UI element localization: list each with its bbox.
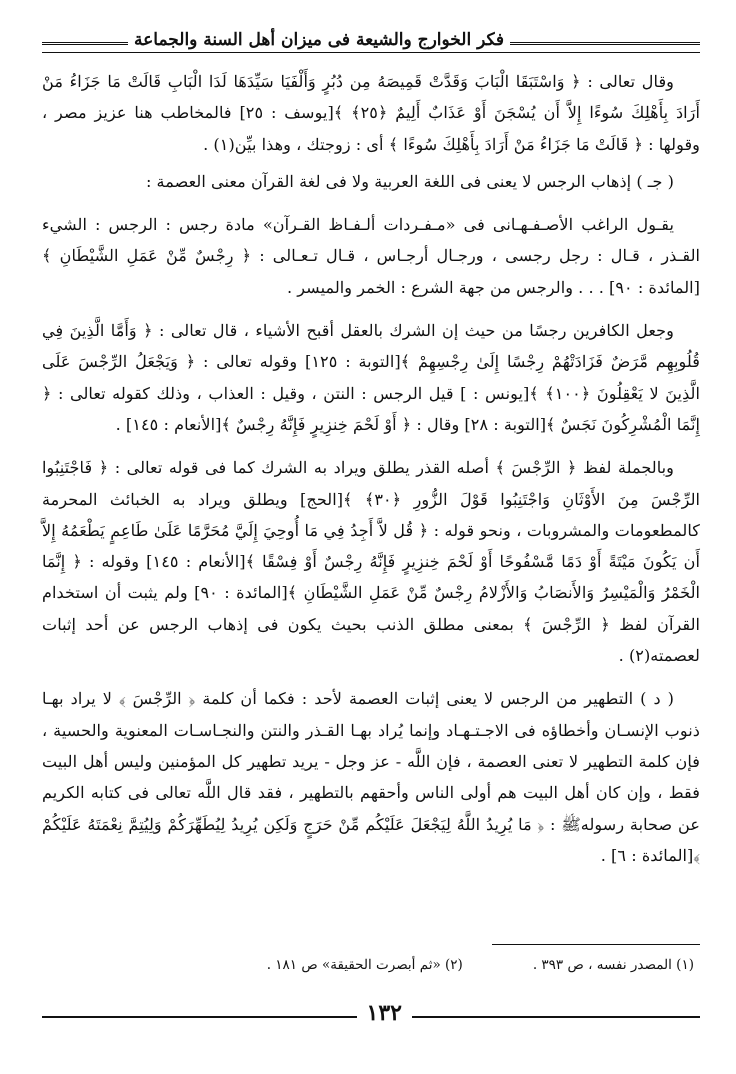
running-header <box>42 28 700 58</box>
header-thin-rule <box>42 52 700 53</box>
footnotes <box>36 957 694 973</box>
paragraph-kafirin: وجعل الكافرين رجسًا من حيث إن الشرك بالعقل أقبح الأشياء ، قال تعالى : ﴿ وَأَمَّا الَّذِينَ فِي قُلُوبِهِم مَّرَضٌ فَزَادَتْهُمْ رِجْسًا إِلَىٰ رِجْسِهِمْ ﴾[التوبة : ١٢٥] وقوله تعالى : ﴿ وَيَجْعَلُ الرِّجْسَ عَلَى الَّذِينَ لا يَعْقِلُونَ ﴿١٠٠﴾ ﴾[يونس : ] قيل الرجس : النتن ، وقيل : العذاب ، وذلك كقوله تعالى : ﴿ إِنَّمَا الْمُشْرِكُونَ نَجَسٌ ﴾[التوبة : ٢٨] وقال : ﴿ أَوْ لَحْمَ خِنزِيرٍ فَإِنَّهُ رِجْسٌ ﴾[الأنعام : ١٤٥] . <box>42 321 701 434</box>
section-dal-tathir: ( د ) التطهير من الرجس لا يعنى إثبات العصمة لأحد : فكما أن كلمة ﴿ الرِّجْسَ ﴾ لا يراد بهـا ذنوب الإنسـان وأخطاؤه فى الاجـتـهـاد وإنما يُراد بهـا القـذر والنتن والنجـاسـات المعنوية والحسية ، فإن كلمة التطهير لا تعنى العصمة ، فإن اللَّه - عز وجل - يريد تطهير كل المؤمنين وليس أهل البيت فقط ، وإن كان أهل البيت هم أولى الناس وأحقهم بالتطهير ، فقد قال اللَّه تعالى فى كتابه الكريم عن صحابة رسولهﷺ : ﴿ مَا يُرِيدُ اللَّهُ لِيَجْعَلَ عَلَيْكُم مِّنْ حَرَجٍ وَلَكِن يُرِيدُ لِيُطَهِّرَكُمْ وَلِيُتِمَّ نِعْمَتَهُ عَلَيْكُمْ ﴾[المائدة : ٦] . <box>42 689 700 865</box>
footnote-2: (٢) «ثم أبصرت الحقيقة» ص ١٨١ . <box>266 957 463 973</box>
paragraph-yusuf-verse: وقال تعالى : ﴿ وَاسْتَبَقَا الْبَابَ وَقَدَّتْ قَمِيصَهُ مِن دُبُرٍ وَأَلْفَيَا سَيِّدَهَا لَدَا الْبَابِ قَالَتْ مَا جَزَاءُ مَنْ أَرَادَ بِأَهْلِكَ سُوءًا إِلاَّ أَن يُسْجَنَ أَوْ عَذَابٌ أَلِيمٌ ﴿٢٥﴾ ﴾[يوسف : ٢٥] فالمخاطب هنا عزيز مصر ، وقولها : ﴿ قَالَتْ مَا جَزَاءُ مَنْ أَرَادَ بِأَهْلِكَ سُوءًا ﴾ أى : زوجتك ، وهذا بيِّن(١) . <box>42 72 700 154</box>
paragraph-raghib: يقـول الراغب الأصـفـهـانى فى «مـفـردات ألـفـاظ القـرآن» مادة رجس : الرجس : الشيء القـذر ، قـال : رجل رجسى ، ورجـال أرجـاس ، قـال تـعـالى : ﴿ رِجْسٌ مِّنْ عَمَلِ الشَّيْطَانِ ﴾ [المائدة : ٩٠] . . . والرجس من جهة الشرع : الخمر والميسر . <box>42 215 700 297</box>
body-text <box>42 66 700 871</box>
page <box>42 28 700 877</box>
section-heading-jim: ( جـ ) إذهاب الرجس لا يعنى فى اللغة العربية ولا فى لغة القرآن معنى العصمة : <box>145 171 674 191</box>
paragraph-bil-jumla: وبالجملة لفظ ﴿ الرِّجْسَ ﴾ أصله القذر يطلق ويراد به الشرك كما فى قوله تعالى : ﴿ فَاجْتَنِبُوا الرِّجْسَ مِنَ الأَوْثَانِ وَاجْتَنِبُوا قَوْلَ الزُّورِ ﴿٣٠﴾ ﴾[الحج] ويطلق ويراد به الخبائث المحرمة كالمطعومات والمشروبات ، ونحو قوله : ﴿ قُل لاَّ أَجِدُ فِي مَا أُوحِيَ إِلَيَّ مُحَرَّمًا عَلَىٰ طَاعِمٍ يَطْعَمُهُ إِلاَّ أَن يَكُونَ مَيْتَةً أَوْ دَمًا مَّسْفُوحًا أَوْ لَحْمَ خِنزِيرٍ فَإِنَّهُ رِجْسٌ أَوْ فِسْقًا ﴾[الأنعام : ١٤٥] وقوله : ﴿ إِنَّمَا الْخَمْرُ وَالْمَيْسِرُ وَالأَنصَابُ وَالأَزْلامُ رِجْسٌ مِّنْ عَمَلِ الشَّيْطَانِ ﴾[المائدة : ٩٠] ولم يثبت أن استخدام القرآن لفظ ﴿ الرِّجْسَ ﴾ بمعنى مطلق الذنب بحيث يكون فى إذهاب الرجس عن أحد إثبات لعصمته(٢) . <box>42 458 701 666</box>
running-title: فكر الخوارج والشيعة فى ميزان أهل السنة والجماعة <box>128 30 510 50</box>
footnote-separator <box>492 944 700 945</box>
page-number-bar <box>42 1000 700 1026</box>
footnote-1: (١) المصدر نفسه ، ص ٣٩٣ . <box>532 957 694 973</box>
page-number: ١٣٢ <box>357 1000 412 1026</box>
